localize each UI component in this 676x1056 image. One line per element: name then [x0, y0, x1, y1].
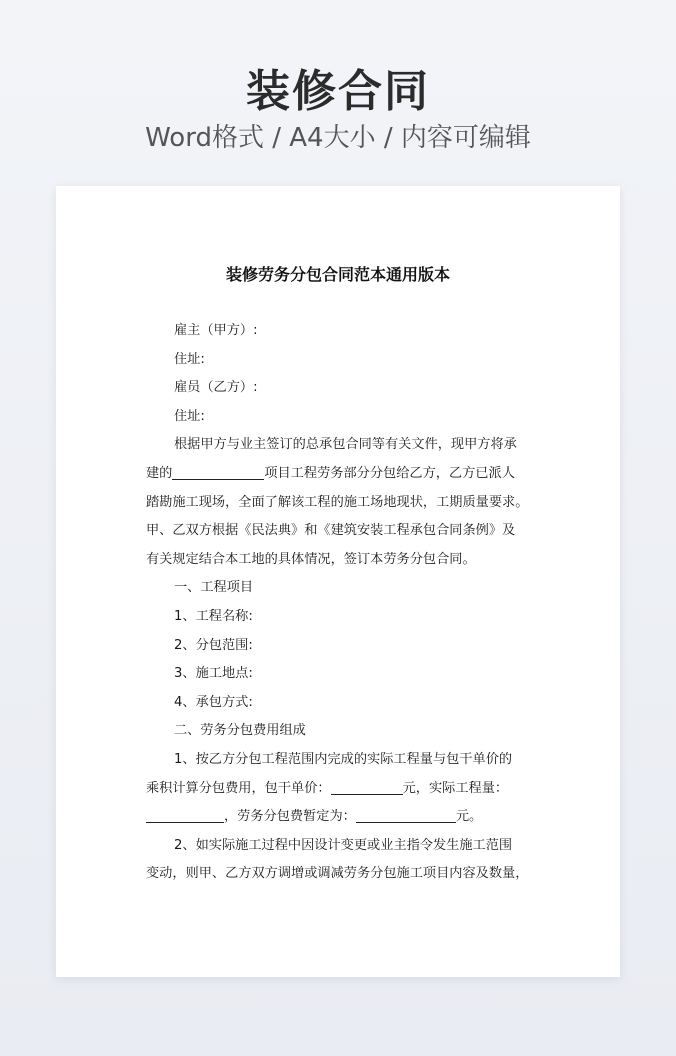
employer-address-line: 住址: — [174, 351, 205, 367]
clause-line: 变动，则甲、乙方双方调增或调减劳务分包施工项目内容及数量， — [146, 866, 529, 882]
document-page — [56, 186, 620, 977]
employee-line: 雇员（乙方）: — [174, 380, 258, 396]
clause-line — [146, 803, 530, 832]
project-blank[interactable] — [172, 462, 264, 480]
clause-text: 元。 — [455, 809, 483, 825]
banner-subtitle: Word格式 / A4大小 / 内容可编辑 — [145, 123, 531, 153]
item-scope: 2、分包范围: — [174, 637, 253, 653]
preamble-line: 有关规定结合本工地的具体情况，签订本劳务分包合同。 — [146, 551, 476, 567]
item-location: 3、施工地点: — [174, 666, 253, 682]
clause-text: ，劳务分包费暂定为： — [224, 809, 356, 825]
clause-line — [146, 775, 530, 804]
preamble-line — [146, 460, 530, 489]
employee-address-line: 住址: — [174, 408, 205, 424]
document-title: 装修劳务分包合同范本通用版本 — [225, 265, 450, 284]
section-heading: 一、工程项目 — [174, 580, 254, 596]
item-project-name: 1、工程名称: — [174, 608, 253, 624]
banner — [0, 0, 676, 186]
item-method: 4、承包方式: — [174, 694, 253, 710]
clause-text: 乘积计算分包费用，包干单价： — [146, 780, 331, 796]
clause-text: 元，实际工程量： — [402, 780, 509, 796]
fee-blank[interactable] — [356, 805, 456, 823]
section-heading: 二、劳务分包费用组成 — [174, 723, 306, 739]
preamble-line: 踏勘施工现场，全面了解该工程的施工场地现状，工期质量要求。 — [146, 494, 529, 510]
preamble-text: 项目工程劳务部分分包给乙方，乙方已派人 — [264, 465, 515, 481]
clause-line: 2、如实际施工过程中因设计变更或业主指令发生施工范围 — [174, 837, 513, 853]
preamble-text: 建的 — [146, 465, 173, 481]
employer-line: 雇主（甲方）: — [174, 323, 258, 338]
unit-price-blank[interactable] — [331, 777, 403, 795]
quantity-blank[interactable] — [146, 805, 224, 823]
clause-line: 1、按乙方分包工程范围内完成的实际工程量与包干单价的 — [174, 751, 513, 767]
preamble-line: 根据甲方与业主签订的总承包合同等有关文件，现甲方将承 — [174, 437, 517, 453]
document-body — [146, 317, 530, 889]
banner-title: 装修合同 — [246, 66, 430, 117]
preamble-line: 甲、乙双方根据《民法典》和《建筑安装工程承包合同条例》及 — [146, 523, 516, 539]
